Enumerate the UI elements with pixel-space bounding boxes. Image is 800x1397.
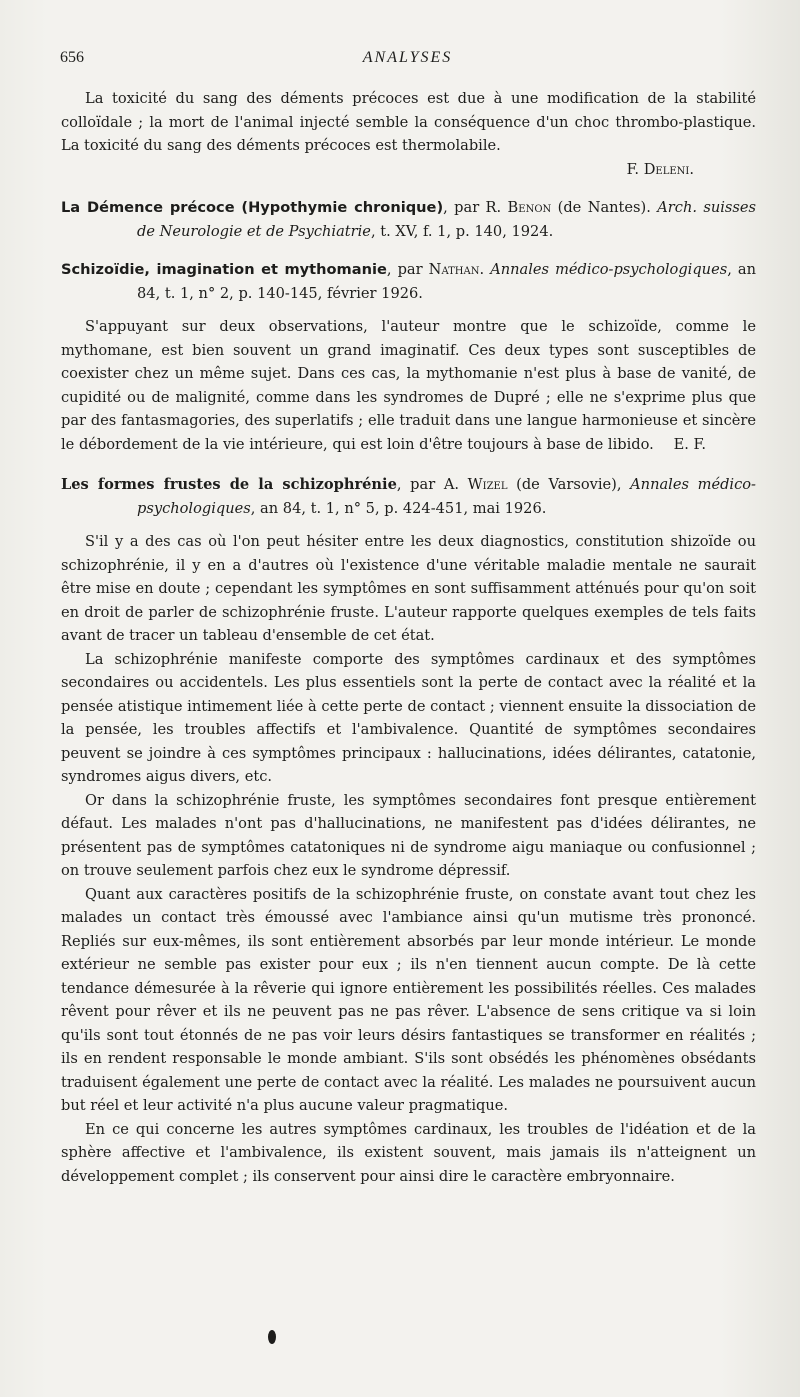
entry-demence-precoce	[61, 196, 756, 243]
paragraph-intro: La toxicité du sang des déments précoces est due à une modification de la stabilité colloïdale ; la mort de l'animal injecté semble la conséquence d'un choc thrombo-plastique. La toxicité du sang des déments précoces est thermolabile.	[61, 90, 756, 154]
article-body	[61, 87, 756, 1188]
entry-journal: Annales médico-psychologiques	[137, 476, 756, 517]
paragraph: Quant aux caractères positifs de la schizophrénie fruste, on constate avant tout chez les malades un contact très émoussé avec l'ambiance ainsi qu'un mutisme très prononcé. Repliés sur eux-mêmes, ils sont entièrement absorbés par leur monde intérieur. Le monde extérieur ne semble pas exister pour eux ; ils n'en tiennent aucun compte. De là cette tendance démesurée à la rêverie qui ignore entièrement les possibilités réelles. Ces malades rêvent pour rêver et ils ne peuvent pas ne pas rêver. L'absence de sens critique va si loin qu'ils sont tout étonnés de ne pas voir leurs désirs fantastiques se transformer en réalités ; ils en rendent responsable le monde ambiant. S'ils sont obsédés les phénomènes obsédants traduisent également une perte de contact avec la réalité. Les malades ne poursuivent aucun but réel et leur activité n'a plus aucune valeur pragmatique.	[61, 885, 756, 1114]
paragraph: La schizophrénie manifeste comporte des symptômes cardinaux et des symptômes secondaires ou accidentels. Les plus essentiels sont la perte de contact avec la réalité et la pensée atistique intimement liée à cette perte de contact ; viennent ensuite la dissociation de la pensée, les troubles affectifs et l'ambivalence. Quantité de symptômes secondaires peuvent se joindre à ces symptômes principaux : hallucinations, idées délirantes, catatonie, syndromes aigus divers, etc.	[61, 650, 756, 785]
ink-dot	[268, 1330, 276, 1344]
signature-ef: E. F.	[673, 435, 706, 453]
entry-schizoidie	[61, 258, 756, 456]
entry-author: Nathan	[428, 261, 480, 278]
entry-heading: La Démence précoce (Hypothymie chronique), par R. Benon (de Nantes). Arch. suisses de Neurologie et de Psychiatrie, t. XV, f. 1, p. 140, 1924.	[61, 199, 757, 240]
page-number: 656	[60, 49, 84, 66]
paragraph: Or dans la schizophrénie fruste, les symptômes secondaires font presque entièrement défaut. Les malades n'ont pas d'hallucinations, ne manifestent pas d'idées délirantes, ne présentent pas de symptômes catatoniques ni de syndrome aigu maniaque ou confusionnel ; on trouve seulement parfois chez eux le syndrome dépressif.	[61, 791, 756, 879]
paragraph: S'il y a des cas où l'on peut hésiter entre les deux diagnostics, constitution shizoïde ou schizophrénie, il y en a d'autres où l'existence d'une véritable maladie mentale ne saurait être mise en doute ; cependant les symptômes en sont suffisamment atténués pour qu'on soit en droit de parler de schizophrénie fruste. L'auteur rapporte quelques exemples de tels faits avant de tracer un tableau d'ensemble de cet état.	[61, 533, 756, 644]
signature-deleni: F. Deleni.	[626, 160, 694, 178]
paragraph: S'appuyant sur deux observations, l'auteur montre que le schizoïde, comme le mythomane, est bien souvent un grand imaginatif. Ces deux types sont susceptibles de coexister chez un même sujet. Dans ces cas, la mythomanie n'est plus à base de vanité, de cupidité ou de malignité, comme dans les syndromes de Dupré ; elle ne s'exprime plus que par des fantasmagories, des superlatifs ; elle traduit dans une langue harmonieuse et sincère le débordement de la vie intérieure, qui est loin d'être toujours à base de libido.	[61, 318, 756, 453]
paragraph: En ce qui concerne les autres symptômes cardinaux, les troubles de l'idéation et de la sphère affective et l'ambivalence, ils existent souvent, mais jamais ils n'atteignent un développement complet ; ils conservent pour ainsi dire le caractère embryonnaire.	[61, 1120, 756, 1185]
entry-heading: Schizoïdie, imagination et mythomanie, par Nathan. Annales médico-psychologiques, an 84, t. 1, n° 2, p. 140-145, février 1926.	[61, 261, 757, 302]
entry-title: Les formes frustes de la schizophrénie	[61, 476, 397, 493]
entry-journal: Annales médico-psychologiques	[490, 261, 728, 278]
entry-journal: Arch. suisses de Neurologie et de Psychiatrie	[137, 199, 757, 240]
entry-title: Schizoïdie, imagination et mythomanie	[61, 261, 387, 278]
entry-author: Wizel	[467, 476, 508, 493]
entry-author: Benon	[507, 199, 552, 216]
page-header	[60, 49, 755, 73]
entry-title: La Démence précoce (Hypothymie chronique)	[61, 199, 444, 216]
running-head: ANALYSES	[362, 49, 453, 66]
entry-formes-frustes	[61, 473, 756, 1188]
entry-heading: Les formes frustes de la schizophrénie, par A. Wizel (de Varsovie), Annales médico-psychologiques, an 84, t. 1, n° 5, p. 424-451, mai 1926.	[61, 476, 756, 517]
